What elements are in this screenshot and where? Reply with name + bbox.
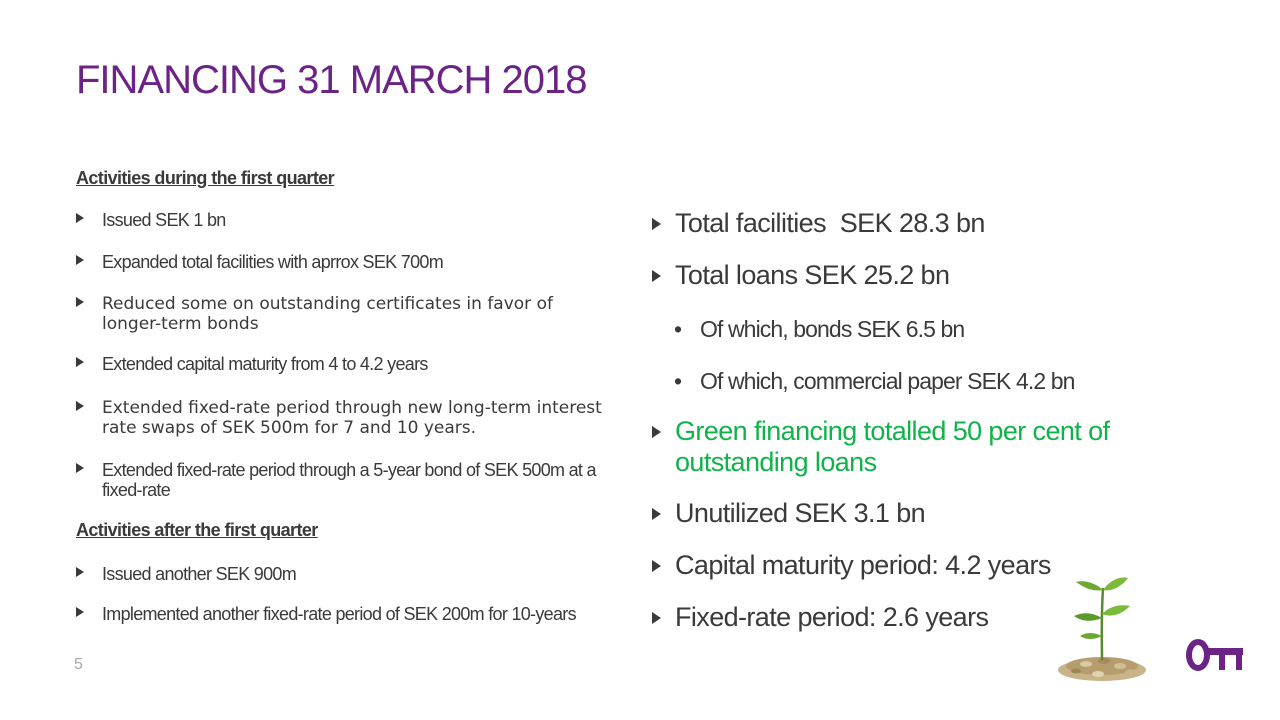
page-number: 5 <box>74 656 83 673</box>
left-bullet-6 <box>76 460 616 500</box>
bullet-arrow-icon <box>76 255 84 265</box>
bullet-text: Extended fixed-rate period through new long-term interest rate swaps of SEK 500m for 7 and 10 years. <box>102 398 602 438</box>
key-logo-icon <box>1186 635 1250 675</box>
bullet-arrow-icon <box>76 463 84 473</box>
bullet-arrow-icon <box>76 213 84 223</box>
right-bullet-1 <box>652 208 1172 239</box>
bullet-text: Total facilities SEK 28.3 bn <box>675 208 985 238</box>
left-bullet-5 <box>76 398 616 438</box>
bullet-arrow-icon <box>652 508 661 520</box>
left-bullet-3 <box>76 294 616 334</box>
bullet-arrow-icon <box>652 426 661 438</box>
dot-bullet-icon: • <box>674 368 682 394</box>
bullet-arrow-icon <box>76 357 84 367</box>
bullet-arrow-icon <box>652 560 661 572</box>
section-heading-first-quarter: Activities during the first quarter <box>76 168 335 188</box>
bullet-arrow-icon <box>76 401 84 411</box>
right-subbullet-1 <box>674 316 964 343</box>
bullet-arrow-icon <box>652 218 661 230</box>
bullet-text: Unutilized SEK 3.1 bn <box>675 498 926 528</box>
left-bullet-2 <box>76 252 616 272</box>
bullet-text: Issued SEK 1 bn <box>102 210 226 230</box>
bullet-text: Green financing totalled 50 per cent of outstanding loans <box>675 416 1110 477</box>
bullet-text: Reduced some on outstanding certificates in favor of longer-term bonds <box>102 294 553 334</box>
page-title: FINANCING 31 MARCH 2018 <box>76 58 587 102</box>
bullet-arrow-icon <box>76 607 84 617</box>
dot-bullet-icon: • <box>674 316 682 342</box>
left-bullet-8 <box>76 604 616 624</box>
bullet-text: Extended capital maturity from 4 to 4.2 years <box>102 354 428 374</box>
left-bullet-7 <box>76 564 616 584</box>
bullet-text: Fixed-rate period: 2.6 years <box>675 602 989 632</box>
right-bullet-3 <box>652 416 1172 478</box>
bullet-arrow-icon <box>652 612 661 624</box>
left-bullet-1 <box>76 210 616 230</box>
bullet-text: Extended fixed-rate period through a 5-year bond of SEK 500m at a fixed-rate <box>102 460 596 500</box>
plant-coins-image <box>1046 570 1156 688</box>
subbullet-text: Of which, bonds SEK 6.5 bn <box>700 316 965 342</box>
right-bullet-2 <box>652 260 1172 291</box>
bullet-text: Total loans SEK 25.2 bn <box>675 260 950 290</box>
right-subbullet-2 <box>674 368 1075 395</box>
bullet-text: Issued another SEK 900m <box>102 564 297 584</box>
left-bullet-4 <box>76 354 616 374</box>
bullet-text: Expanded total facilities with aprrox SEK 700m <box>102 252 443 272</box>
bullet-arrow-icon <box>652 270 661 282</box>
subbullet-text: Of which, commercial paper SEK 4.2 bn <box>700 368 1075 394</box>
section-heading-after-quarter: Activities after the first quarter <box>76 520 318 540</box>
bullet-arrow-icon <box>76 567 84 577</box>
right-bullet-4 <box>652 498 1172 529</box>
bullet-text: Implemented another fixed-rate period of SEK 200m for 10-years <box>102 604 576 624</box>
bullet-text: Capital maturity period: 4.2 years <box>675 550 1051 580</box>
bullet-arrow-icon <box>76 297 84 307</box>
